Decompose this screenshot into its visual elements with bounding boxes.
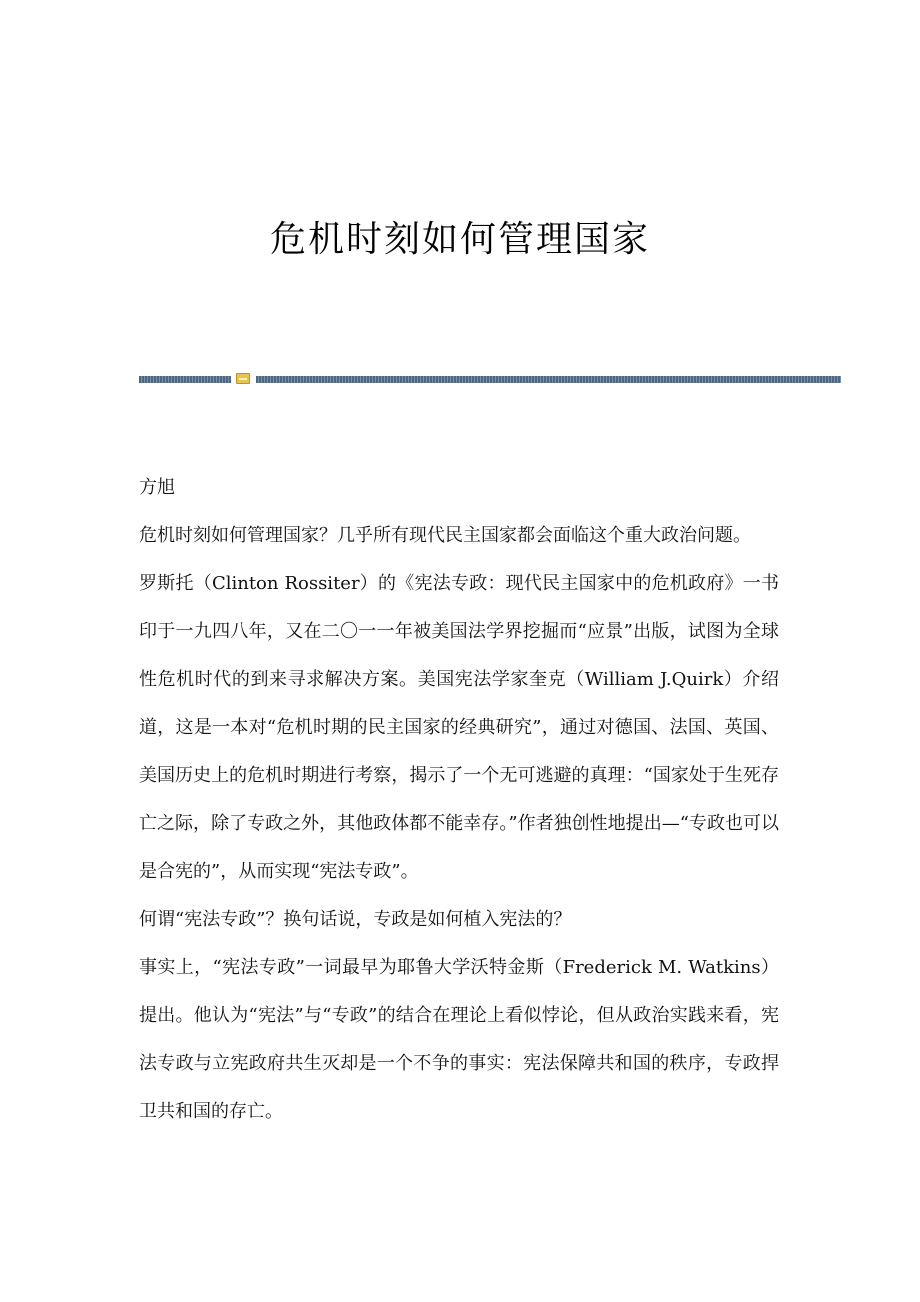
- paragraph-2: 罗斯托（Clinton Rossiter）的《宪法专政：现代民主国家中的危机政府》一书印于一九四八年，又在二〇一一年被美国法学界挖掘而“应景”出版，试图为全球性危机时代的到来寻求解决方案。美国宪法学家奎克（William J.Quirk）介绍道，这是一本对“危机时期的民主国家的经典研究”，通过对德国、法国、英国、美国历史上的危机时期进行考察，揭示了一个无可逃避的真理：“国家处于生死存亡之际，除了专政之外，其他政体都不能幸存。”作者独创性地提出—“专政也可以是合宪的”，从而实现“宪法专政”。: [139, 573, 779, 882]
- paragraph-1: 危机时刻如何管理国家？几乎所有现代民主国家都会面临这个重大政治问题。: [139, 525, 751, 546]
- divider-ornament-icon: [236, 373, 250, 384]
- document-title: 危机时刻如何管理国家: [269, 219, 650, 260]
- paragraph-3: 何谓“宪法专政”？换句话说，专政是如何植入宪法的？: [139, 909, 572, 930]
- document-body: [139, 464, 779, 1136]
- divider-left-segment: [139, 376, 231, 383]
- title-divider: [139, 372, 841, 386]
- paragraph-4: 事实上，“宪法专政”一词最早为耶鲁大学沃特金斯（Frederick M. Watkins）提出。他认为“宪法”与“专政”的结合在理论上看似悖论，但从政治实践来看，宪法专政与立宪政府共生灭却是一个不争的事实：宪法保障共和国的秩序，专政捍卫共和国的存亡。: [139, 957, 779, 1122]
- divider-right-segment: [256, 376, 841, 383]
- author-name: 方旭: [139, 477, 175, 498]
